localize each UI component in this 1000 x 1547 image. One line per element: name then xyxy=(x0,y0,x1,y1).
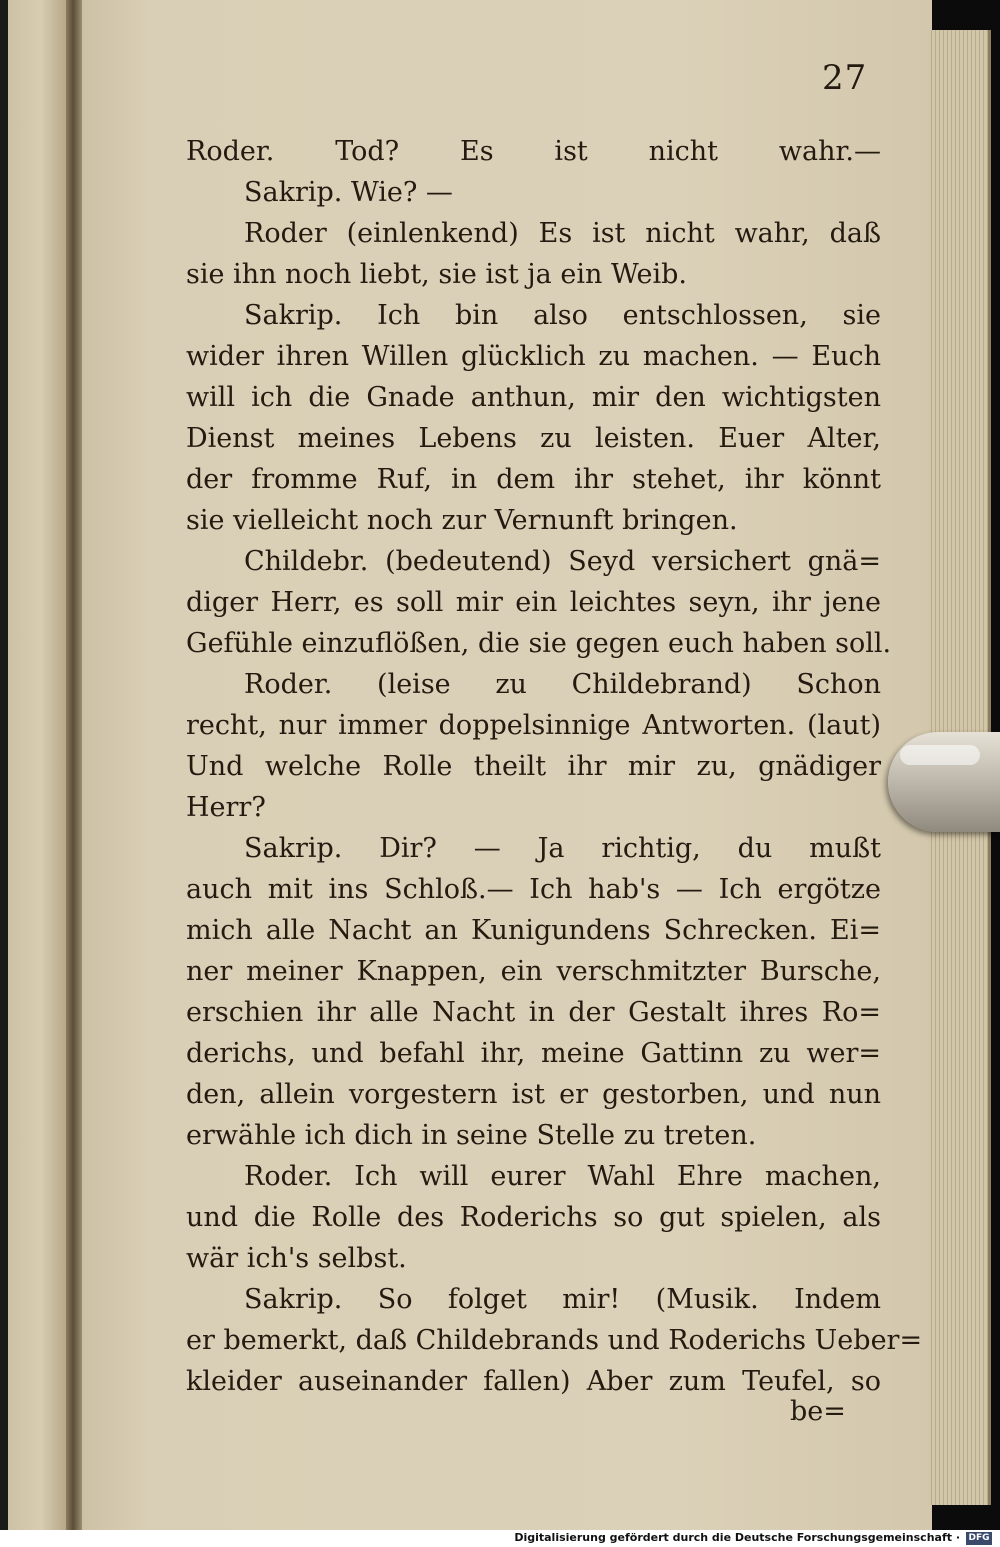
text-line: Sakrip. Wie? — xyxy=(244,177,453,208)
text-line: will ich die Gnade anthun, mir den wichtigsten xyxy=(186,382,881,413)
text-line: den, allein vorgestern ist er gestorben, und nun xyxy=(186,1079,881,1110)
text-line: und die Rolle des Roderichs so gut spielen, als xyxy=(186,1202,881,1233)
text-line: wider ihren Willen glücklich zu machen. — Euch xyxy=(186,341,881,372)
text-line: auch mit ins Schloß.— Ich hab's — Ich ergötze xyxy=(186,874,881,905)
text-line: Dienst meines Lebens zu leisten. Euer Alter, xyxy=(186,423,881,454)
text-line: ner meiner Knappen, ein verschmitzter Bursche, xyxy=(186,956,881,987)
text-line: Sakrip. Ich bin also entschlossen, sie xyxy=(244,300,881,331)
text-line: Roder (einlenkend) Es ist nicht wahr, daß xyxy=(244,218,881,249)
text-line: erwähle ich dich in seine Stelle zu treten. xyxy=(186,1120,757,1151)
text-line: Roder. (leise zu Childebrand) Schon xyxy=(244,669,881,700)
text-line: erschien ihr alle Nacht in der Gestalt ihres Ro= xyxy=(186,997,881,1028)
text-line: Herr? xyxy=(186,792,266,823)
text-line: wär ich's selbst. xyxy=(186,1243,407,1274)
left-page xyxy=(0,0,68,1530)
text-line: er bemerkt, daß Childebrands und Roderichs Ueber= xyxy=(186,1325,923,1356)
text-line: kleider auseinander fallen) Aber zum Teufel, so xyxy=(186,1366,881,1397)
left-page-edge xyxy=(0,0,8,1530)
text-line: Sakrip. Dir? — Ja richtig, du mußt xyxy=(244,833,881,864)
page-clip-highlight xyxy=(900,745,980,765)
text-line: derichs, und befahl ihr, meine Gattinn zu wer= xyxy=(186,1038,881,1069)
text-line: sie ihn noch liebt, sie ist ja ein Weib. xyxy=(186,259,687,290)
page-number: 27 xyxy=(822,58,868,98)
text-line: recht, nur immer doppelsinnige Antworten. (laut) xyxy=(186,710,881,741)
text-line: Roder. Tod? Es ist nicht wahr.— xyxy=(186,136,881,167)
text-line: der fromme Ruf, in dem ihr stehet, ihr könnt xyxy=(186,464,881,495)
catchword: be= xyxy=(790,1396,846,1427)
text-line: diger Herr, es soll mir ein leichtes seyn, ihr jene xyxy=(186,587,881,618)
dfg-logo: DFG xyxy=(966,1532,992,1545)
text-line: Childebr. (bedeutend) Seyd versichert gnä= xyxy=(244,546,881,577)
footer-credit: Digitalisierung gefördert durch die Deutsche Forschungsgemeinschaft · xyxy=(514,1531,960,1544)
text-line: mich alle Nacht an Kunigundens Schrecken. Ei= xyxy=(186,915,881,946)
text-line: Gefühle einzuflößen, die sie gegen euch haben soll. xyxy=(186,628,892,659)
book-gutter xyxy=(66,0,82,1530)
text-line: sie vielleicht noch zur Vernunft bringen. xyxy=(186,505,738,536)
text-line: Roder. Ich will eurer Wahl Ehre machen, xyxy=(244,1161,881,1192)
text-line: Und welche Rolle theilt ihr mir zu, gnädiger xyxy=(186,751,881,782)
text-line: Sakrip. So folget mir! (Musik. Indem xyxy=(244,1284,881,1315)
